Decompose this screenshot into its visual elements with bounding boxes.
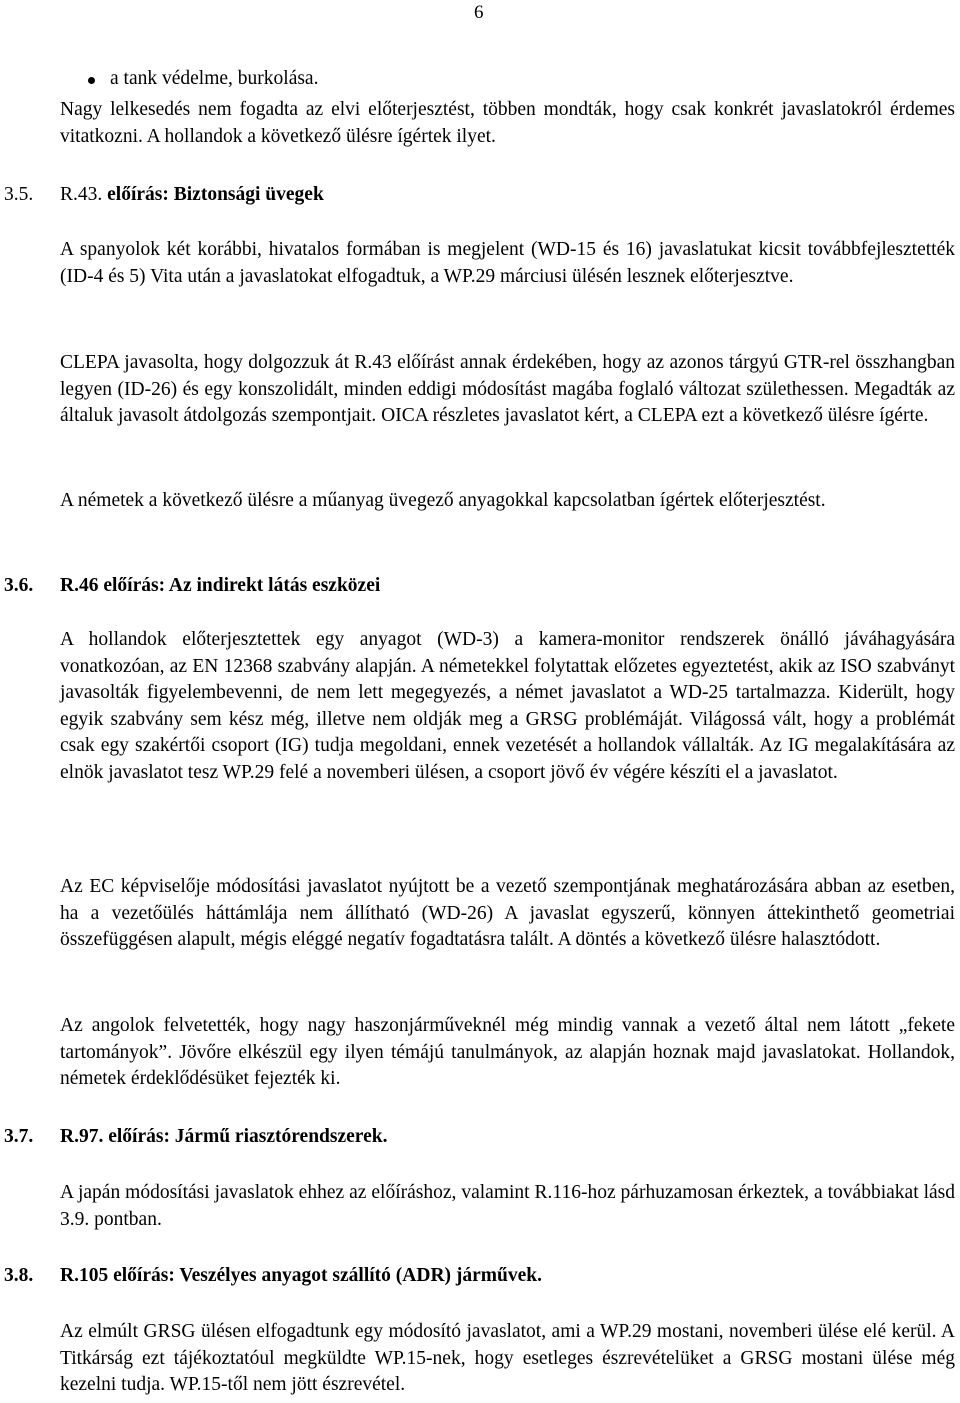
section-title-prefix: R.43. <box>60 184 103 205</box>
paragraph-3-5-1: A spanyolok két korábbi, hivatalos formában is megjelent (WD-15 és 16) javaslatukat kicsit továbbfejlesztették (ID-4 és 5) Vita után a javaslatokat elfogadtuk, a WP.29 márciusi ülésén lesznek előterjesztve. <box>60 239 955 287</box>
section-title: R.97. előírás: Jármű riasztórendszerek. <box>60 1126 388 1147</box>
section-title <box>60 184 324 206</box>
section-number: 3.6. <box>4 575 34 596</box>
section-title: R.105 előírás: Veszélyes anyagot szállító (ADR) járművek. <box>60 1265 543 1286</box>
paragraph-3-5-3: A németek a következő ülésre a műanyag üvegező anyagokkal kapcsolatban ígértek előterjesztést. <box>60 490 826 511</box>
paragraph-3-8-1: Az elmúlt GRSG ülésen elfogadtunk egy módosító javaslatot, ami a WP.29 mostani, novemberi ülése elé kerül. A Titkárság ezt tájékoztatóul megküldte WP.15-nek, hogy esetleges észrevételüket a GRSG mostani ülése még kezelni tudja. WP.15-től nem jött észrevétel. <box>60 1321 955 1395</box>
section-number: 3.7. <box>4 1126 34 1147</box>
section-title-bold: előírás: Biztonsági üvegek <box>107 184 324 205</box>
section-number: 3.5. <box>4 184 34 205</box>
paragraph-intro: Nagy lelkesedés nem fogadta az elvi előterjesztést, többen mondták, hogy csak konkrét javaslatokról érdemes vitatkozni. A hollandok a következő ülésre ígértek ilyet. <box>60 99 955 147</box>
paragraph-3-7-1: A japán módosítási javaslatok ehhez az előíráshoz, valamint R.116-hoz párhuzamosan érkeztek, a továbbiakat lásd 3.9. pontban. <box>60 1182 955 1230</box>
section-title: R.46 előírás: Az indirekt látás eszközei <box>60 575 381 596</box>
bullet-icon <box>88 77 95 84</box>
page-number: 6 <box>474 2 484 23</box>
section-number: 3.8. <box>4 1265 34 1286</box>
paragraph-3-6-2: Az EC képviselője módosítási javaslatot nyújtott be a vezető szempontjának meghatározására abban az esetben, ha a vezetőülés háttámlája nem állítható (WD-26) A javaslat egyszerű, könnyen áttekinthető geometriai összefüggésen alapult, mégis eléggé negatív fogadtatásra talált. A döntés a következő ülésre halasztódott. <box>60 876 955 950</box>
paragraph-3-6-3: Az angolok felvetették, hogy nagy haszonjárműveknél még mindig vannak a vezető által nem látott „fekete tartományok”. Jövőre elkészül egy ilyen témájú tanulmányok, az alapján hoznak majd javaslatokat. Hollandok, németek érdeklődésüket fejezték ki. <box>60 1015 955 1089</box>
bullet-text: a tank védelme, burkolása. <box>110 68 319 89</box>
paragraph-3-5-2: CLEPA javasolta, hogy dolgozzuk át R.43 előírást annak érdekében, hogy az azonos tárgyú GTR-rel összhangban legyen (ID-26) és egy konszolidált, minden eddigi módosítást magába foglaló változat születhessen. Megadták az általuk javasolt átdolgozás szempontjait. OICA részletes javaslatot kért, a CLEPA ezt a következő ülésre ígérte. <box>60 352 955 426</box>
paragraph-3-6-1: A hollandok előterjesztettek egy anyagot (WD-3) a kamera-monitor rendszerek önálló jáváhagyására vonatkozóan, az EN 12368 szabvány alapján. A németekkel folytattak előzetes egyeztetést, akik az ISO szabványt javasolták figyelembevenni, de nem lett megegyezés, a német javaslatot a WD-25 tartalmazza. Kiderült, hogy egyik szabvány sem kész még, illetve nem oldják meg a GRSG problémáját. Világossá vált, hogy a problémát csak egy szakértői csoport (IG) tudja megoldani, ennek vezetését a hollandok vállalták. Az IG megalakítására az elnök javaslatot tesz WP.29 felé a novemberi ülésen, a csoport jövő év végére készíti el a javaslatot. <box>60 629 955 783</box>
